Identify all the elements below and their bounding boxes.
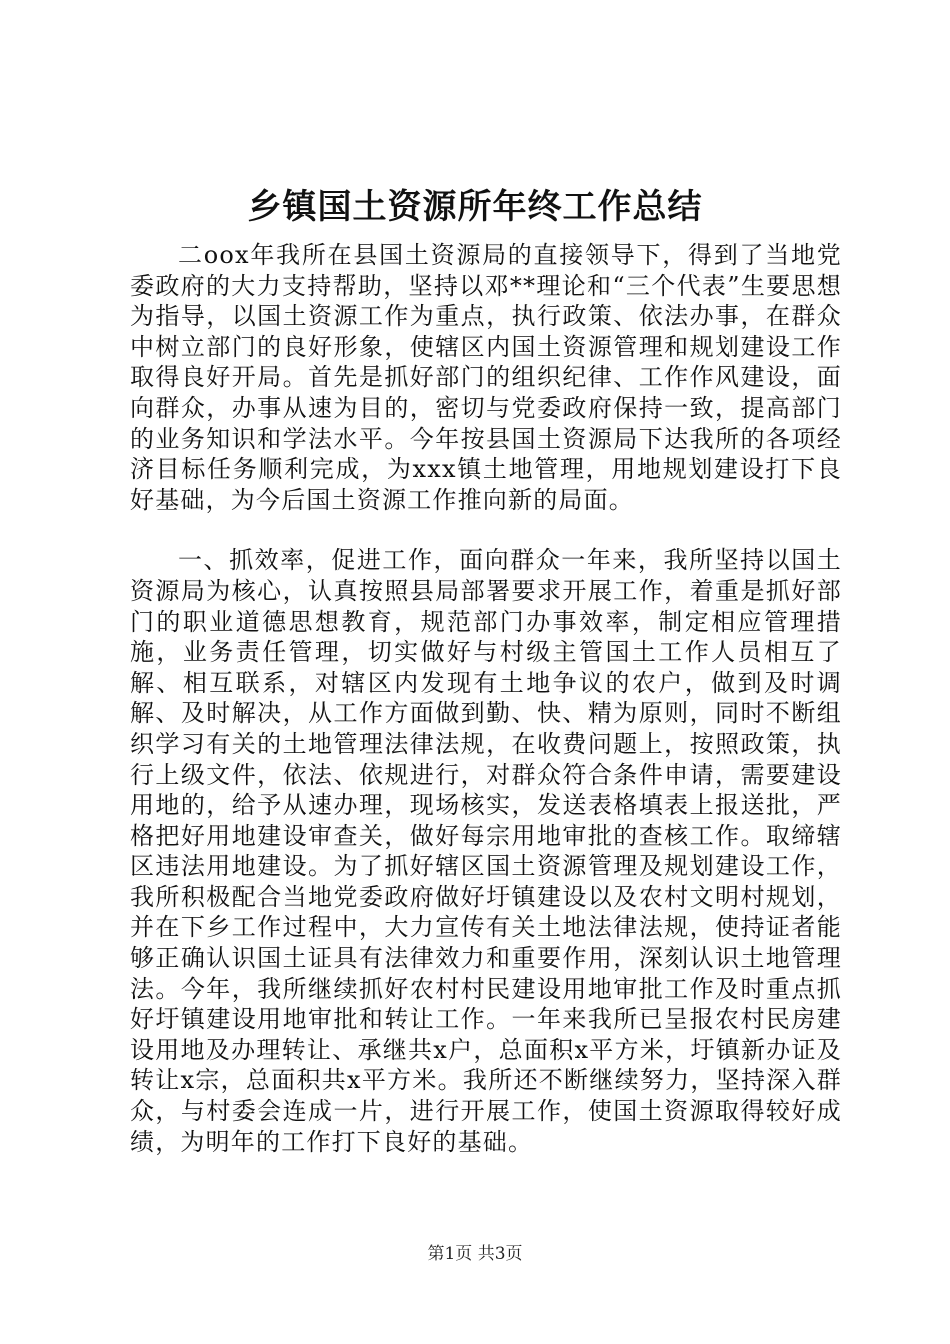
document-title: 乡镇国土资源所年终工作总结 [247,187,703,227]
paragraph-section-one: 一、抓效率，促进工作，面向群众一年来，我所坚持以国土资源局为核心，认真按照县局部署要求开展工作，着重是抓好部门的职业道德思想教育，规范部门办事效率，制定相应管理措施，业务责任管理，切实做好与村级主管国土工作人员相互了解、相互联系，对辖区内发现有土地争议的农户，做到及时调解、及时解决，从工作方面做到勤、快、精为原则，同时不断组织学习有关的土地管理法律法规，在收费问题上，按照政策，执行上级文件，依法、依规进行，对群众符合条件申请，需要建设用地的，给予从速办理，现场核实，发送表格填表上报送批，严格把好用地建设审查关，做好每宗用地审批的查核工作。取缔辖区违法用地建设。为了抓好辖区国土资源管理及规划建设工作，我所积极配合当地党委政府做好圩镇建设以及农村文明村规划，并在下乡工作过程中，大力宣传有关土地法律法规，使持证者能够正确认识国土证具有法律效力和重要作用，深刻认识土地管理法。今年，我所继续抓好农村村民建设用地审批工作及时重点抓好圩镇建设用地审批和转让工作。一年来我所已呈报农村民房建设用地及办理转让、承继共x户，总面积x平方米，圩镇新办证及转让x宗，总面积共x平方米。我所还不断继续努力，坚持深入群众，与村委会连成一片，进行开展工作，使国土资源取得较好成绩，为明年的工作打下良好的基础。 [130,546,842,1156]
document-body [130,240,842,1157]
page-footer: 第1页 共3页 [427,1244,523,1264]
paragraph-intro: 二oox年我所在县国土资源局的直接领导下，得到了当地党委政府的大力支持帮助，坚持以邓**理论和“三个代表”生要思想为指导，以国土资源工作为重点，执行政策、依法办事，在群众中树立部门的良好形象，使辖区内国土资源管理和规划建设工作取得良好开局。首先是抓好部门的组织纪律、工作作风建设，面向群众，办事从速为目的，密切与党委政府保持一致，提高部门的业务知识和学法水平。今年按县国土资源局下达我所的各项经济目标任务顺利完成，为xxx镇土地管理，用地规划建设打下良好基础，为今后国土资源工作推向新的局面。 [130,241,842,514]
